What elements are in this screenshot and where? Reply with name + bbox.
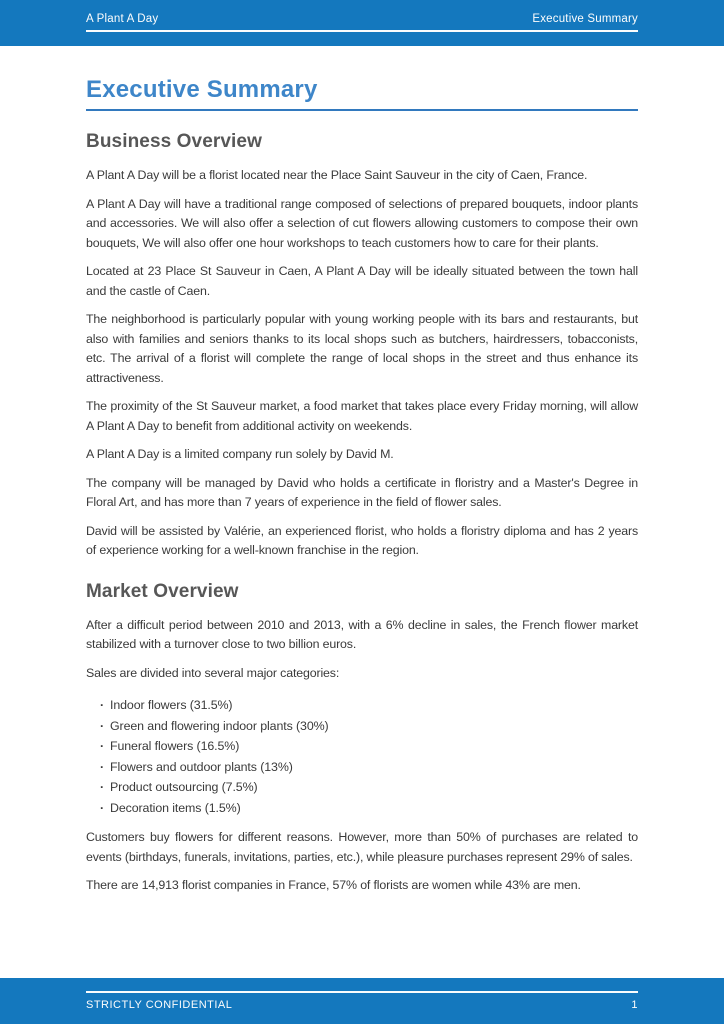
page-header xyxy=(0,0,724,46)
market-paragraph-categories-intro: Sales are divided into several major categories: xyxy=(86,665,340,680)
header-row xyxy=(86,13,638,32)
page-title: Executive Summary xyxy=(86,76,638,111)
market-paragraph-florist-count: There are 14,913 florist companies in France, 57% of florists are women while 43% are men. xyxy=(86,878,581,892)
header-section-name: Executive Summary xyxy=(532,13,638,25)
list-item-green-flowering-plants: · Green and flowering indoor plants (30%) xyxy=(100,716,638,737)
market-paragraph-trend: After a difficult period between 2010 and 2013, with a 6% decline in sales, the French flower market stabilized with a turnover close to two billion euros. xyxy=(86,617,638,651)
page-footer xyxy=(0,978,724,1024)
header-document-name: A Plant A Day xyxy=(86,13,159,25)
list-item-outdoor-plants: · Flowers and outdoor plants (13%) xyxy=(100,757,638,778)
section-business-overview xyxy=(86,130,638,561)
sales-categories-list xyxy=(86,695,638,818)
business-paragraph-product-range: A Plant A Day will have a traditional range composed of selections of prepared bouquets, indoor plants and accessories. We will also offer a selection of cut flowers allowing customers to compose their own bouquets, We will also offer one hour workshops to teach customers how to care for their plants. xyxy=(86,196,638,250)
business-paragraph-neighborhood: The neighborhood is particularly popular with young working people with its bars and restaurants, but also with families and seniors thanks to its local shops such as butchers, hairdressers, tobacconists, etc. The arrival of a florist will complete the range of local shops in the street and thus enhance its attractiveness. xyxy=(86,312,638,385)
business-paragraph-management: The company will be managed by David who holds a certificate in floristry and a Master's Degree in Floral Art, and has more than 7 years of experience in the field of flower sales. xyxy=(86,475,638,509)
page-content xyxy=(0,76,724,896)
business-paragraph-assistant: David will be assisted by Valérie, an experienced florist, who holds a floristry diploma and has 2 years of experience working for a well-known franchise in the region. xyxy=(86,523,638,557)
section-market-overview xyxy=(86,580,638,896)
market-overview-heading: Market Overview xyxy=(86,580,239,602)
list-item-funeral-flowers: · Funeral flowers (16.5%) xyxy=(100,736,638,757)
business-paragraph-company-type: A Plant A Day is a limited company run solely by David M. xyxy=(86,447,394,461)
list-item-product-outsourcing: · Product outsourcing (7.5%) xyxy=(100,777,638,798)
business-paragraph-address: Located at 23 Place St Sauveur in Caen, A Plant A Day will be ideally situated between the town hall and the castle of Caen. xyxy=(86,264,638,298)
list-item-indoor-flowers: · Indoor flowers (31.5%) xyxy=(100,695,638,716)
confidentiality-label: STRICTLY CONFIDENTIAL xyxy=(86,999,233,1011)
footer-row xyxy=(86,993,638,1011)
list-item-decoration-items: · Decoration items (1.5%) xyxy=(100,798,638,819)
business-paragraph-location: A Plant A Day will be a florist located near the Place Saint Sauveur in the city of Caen, France. xyxy=(86,168,588,182)
business-overview-heading: Business Overview xyxy=(86,131,262,152)
page-number: 1 xyxy=(631,999,638,1011)
market-paragraph-purchase-reasons: Customers buy flowers for different reasons. However, more than 50% of purchases are related to events (birthdays, funerals, invitations, parties, etc.), while pleasure purchases represent 29% of sales. xyxy=(86,830,638,864)
business-paragraph-market-proximity: The proximity of the St Sauveur market, a food market that takes place every Friday morning, will allow A Plant A Day to benefit from additional activity on weekends. xyxy=(86,399,638,433)
